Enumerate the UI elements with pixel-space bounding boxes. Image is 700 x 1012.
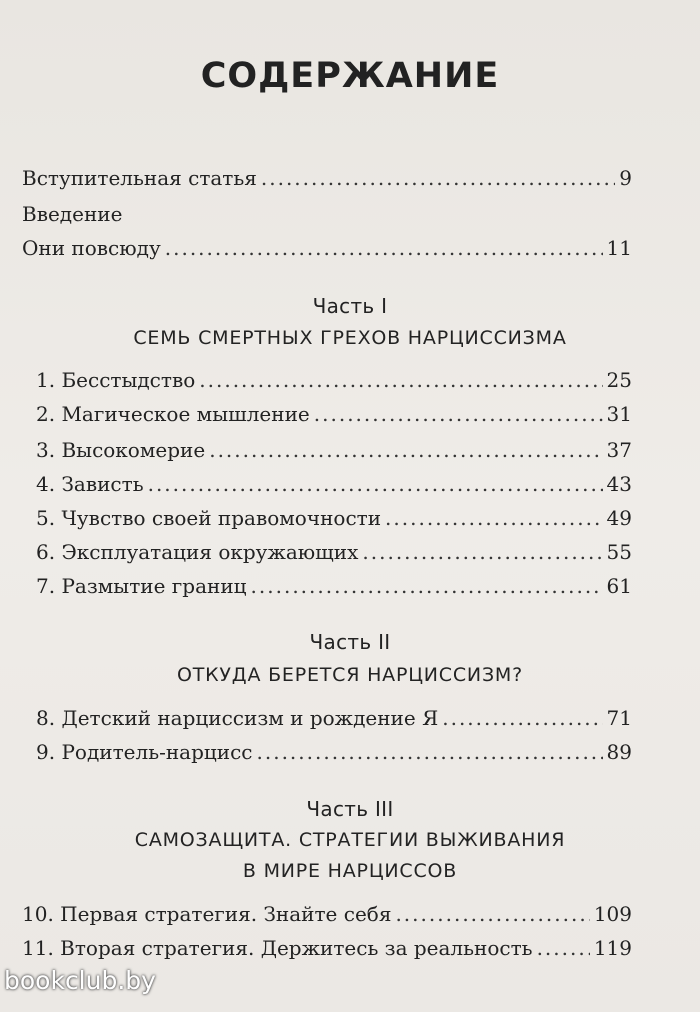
toc-entry-page: 25 xyxy=(606,368,632,392)
part-title-line-2: В МИРЕ НАРЦИССОВ xyxy=(242,860,458,882)
toc-entry-text: Магическое мышление xyxy=(61,402,310,426)
toc-entry-number: 3. xyxy=(36,438,56,462)
toc-entry-page: 9 xyxy=(619,166,632,190)
toc-entry xyxy=(36,740,632,764)
toc-entry-text: Родитель-нарцисс xyxy=(61,740,253,764)
toc-entry xyxy=(36,540,632,564)
toc-entry xyxy=(36,402,632,426)
toc-entry-text: Эксплуатация окружающих xyxy=(61,540,359,564)
leader-dots xyxy=(257,740,603,764)
leader-dots xyxy=(537,936,590,960)
toc-entry-number: 1. xyxy=(36,368,56,392)
toc-entry-text: Размытие границ xyxy=(61,574,247,598)
toc-entry xyxy=(36,574,632,598)
toc-entry-number: 9. xyxy=(36,740,56,764)
toc-entry-text: Вторая стратегия. Держитесь за реальность xyxy=(60,936,533,960)
toc-entry-intro xyxy=(22,166,632,190)
leader-dots xyxy=(442,706,602,730)
leader-dots xyxy=(209,438,602,462)
page-title: СОДЕРЖАНИЕ xyxy=(200,56,500,96)
toc-entry-page: 55 xyxy=(606,540,632,564)
leader-dots xyxy=(261,166,615,190)
leader-dots xyxy=(362,540,602,564)
toc-entry-page: 49 xyxy=(606,506,632,530)
leader-dots xyxy=(148,472,603,496)
toc-entry-text: Чувство своей правомочности xyxy=(61,506,382,530)
toc-entry-introduction xyxy=(22,202,322,226)
toc-entry-number: 2. xyxy=(36,402,56,426)
leader-dots xyxy=(165,236,603,260)
toc-entry-page: 43 xyxy=(606,472,632,496)
toc-entry-number: 5. xyxy=(36,506,56,530)
part-label: Часть II xyxy=(309,630,391,654)
toc-entry xyxy=(22,902,632,926)
toc-entry-everywhere xyxy=(22,236,632,260)
toc-entry-text: Первая стратегия. Знайте себя xyxy=(60,902,392,926)
part-title: СЕМЬ СМЕРТНЫХ ГРЕХОВ НАРЦИССИЗМА xyxy=(133,327,567,349)
toc-entry-page: 61 xyxy=(606,574,632,598)
toc-entry-text: Вступительная статья xyxy=(22,166,257,190)
toc-entry-number: 6. xyxy=(36,540,56,564)
toc-entry-number: 10. xyxy=(22,902,54,926)
toc-entry-page: 71 xyxy=(606,706,632,730)
leader-dots xyxy=(199,368,602,392)
toc-entry-number: 8. xyxy=(36,706,56,730)
toc-entry xyxy=(36,472,632,496)
toc-entry-page: 37 xyxy=(606,438,632,462)
part-title-line-1: САМОЗАЩИТА. СТРАТЕГИИ ВЫЖИВАНИЯ xyxy=(134,829,566,851)
toc-entry-page: 109 xyxy=(593,902,632,926)
toc-entry-text: Они повсюду xyxy=(22,236,161,260)
toc-entry-page: 31 xyxy=(606,402,632,426)
toc-entry-page: 89 xyxy=(606,740,632,764)
toc-entry-text: Бесстыдство xyxy=(61,368,196,392)
toc-entry-text: Высокомерие xyxy=(61,438,206,462)
toc-entry xyxy=(36,368,632,392)
toc-entry-text: Введение xyxy=(22,202,123,226)
toc-entry-text: Зависть xyxy=(61,472,144,496)
leader-dots xyxy=(314,402,603,426)
toc-entry-number: 4. xyxy=(36,472,56,496)
toc-entry xyxy=(22,936,632,960)
leader-dots xyxy=(395,902,589,926)
leader-dots xyxy=(385,506,603,530)
part-label: Часть I xyxy=(312,294,388,318)
toc-entry xyxy=(36,506,632,530)
part-title: ОТКУДА БЕРЕТСЯ НАРЦИССИЗМ? xyxy=(176,664,524,686)
toc-entry xyxy=(36,706,632,730)
toc-entry-number: 7. xyxy=(36,574,56,598)
toc-entry-page: 11 xyxy=(606,236,632,260)
watermark: bookclub.by xyxy=(4,966,156,995)
toc-entry-number: 11. xyxy=(22,936,54,960)
part-label: Часть III xyxy=(306,797,394,821)
leader-dots xyxy=(251,574,603,598)
toc-entry xyxy=(36,438,632,462)
toc-entry-text: Детский нарциссизм и рождение Я xyxy=(61,706,439,730)
toc-entry-page: 119 xyxy=(593,936,632,960)
